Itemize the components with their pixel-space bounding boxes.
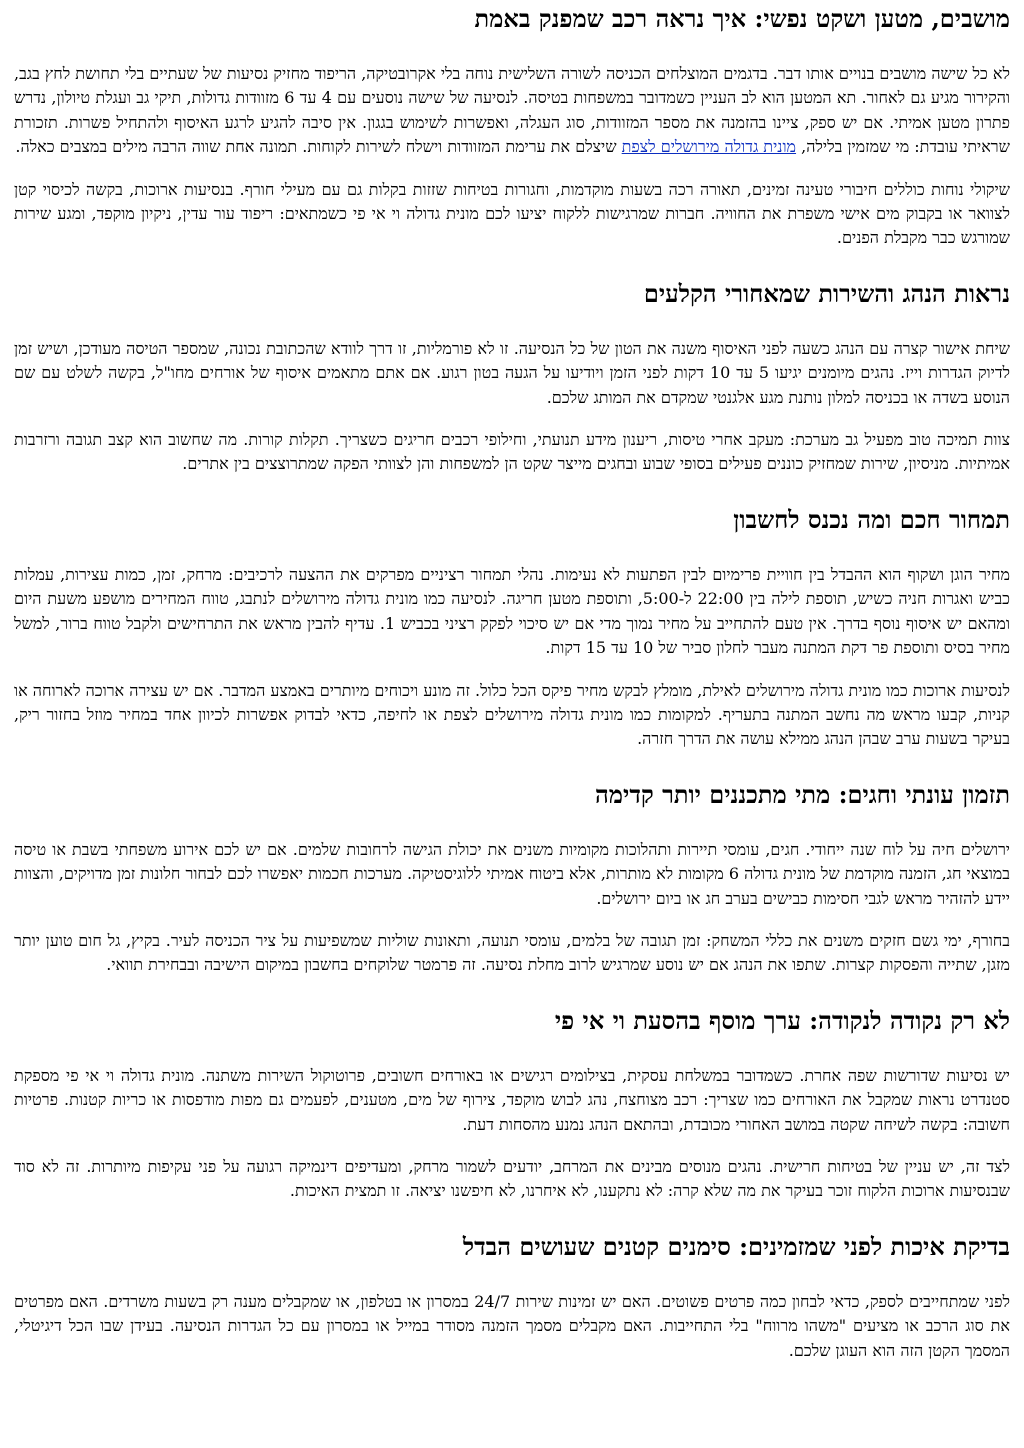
section-heading: נראות הנהג והשירות שמאחורי הקלעים [643, 278, 1010, 308]
paragraph-text: שיצלם את ערימת המזוודות וישלח לשירות לקוחות. תמונה אחת שווה הרבה מילים במצבים כאלה. [15, 137, 622, 157]
section-heading: תמחור חכם ומה נכנס לחשבון [733, 504, 1010, 534]
paragraph: מחיר הוגן ושקוף הוא ההבדל בין חוויית פרימיום לבין הפתעות לא נעימות. נהלי תמחור רציניים מפרקים את ההצעה לרכיבים: מרחק, זמן, כמות עצירות, עמלות כביש ואגרות חניה כשיש, תוספת לילה בין 22:00 ל-5:00, ותוספת מטען חריגה. לנסיעה כמו מונית גדולה מירושלים לנתבג, טווח המחירים מושפע משעת היום ומהאם יש איסוף נוסף בדרך. אין טעם להתחייב על מחיר נמוך מדי אם יש סיכוי לפקק רציני בכביש 1. עדיף להבין מראש את התרחישים ולקבל טווח ברור, למשל מחיר בסיס ותוספת פר דקת המתנה מעבר לחלון סביר של 10 עד 15 דקות. [14, 564, 1010, 658]
paragraph: בחורף, ימי גשם חזקים משנים את כללי המשחק: זמן תגובה של בלמים, עומסי תנועה, ותאונות שוליות שמשפיעות על ציר הכניסה לעיר. בקיץ, גל חום טוען יותר מזגן, שתייה והפסקות קצרות. שתפו את הנהג אם יש נוסע שמרגיש לרוב מחלת נסיעה. זה פרמטר שלוקחים בחשבון במיקום הישיבה ובבחירת תוואי. [14, 930, 1010, 975]
paragraph: לנסיעות ארוכות כמו מונית גדולה מירושלים לאילת, מומלץ לבקש מחיר פיקס הכל כלול. זה מונע ויכוחים מיותרים באמצע המדבר. אם יש עצירה ארוכה לארוחה או קניות, קבעו מראש מה נחשב המתנה בתעריף. למקומות כמו מונית גדולה מירושלים לצפת או לחיפה, כדאי לבדוק אפשרות לכיוון אחד במחיר מוזל בחזור ריק, בעיקר בשעות ערב שבהן הנהג ממילא עושה את הדרך חזרה. [14, 680, 1010, 749]
inline-link[interactable]: מונית גדולה מירושלים לצפת [621, 137, 797, 157]
paragraph: שיחת אישור קצרה עם הנהג כשעה לפני האיסוף משנה את הטון של כל הנסיעה. זו לא פורמליות, זו דרך לוודא שהכתובת נכונה, שמספר הטיסה מעודכן, ושיש זמן לדיוק הגדרות וייז. נהגים מיומנים יגיעו 5 עד 10 דקות לפני הזמן ויודיעו על הגעה בטון רגוע. אם אתם מתאמים איסוף של אורחים מחו"ל, בקשה לשלט עם שם הנוסע בשדה או בכניסה למלון נותנת מגע אלגנטי שמקדם את המותג שלכם. [14, 338, 1011, 407]
paragraph: לצד זה, יש עניין של בטיחות חרישית. נהגים מנוסים מבינים את המרחב, יודעים לשמור מרחק, ומעדיפים דינמיקה רגועה על פני עקיפות מיותרות. זה לא סוד שבנסיעות ארוכות הלקוח זוכר בעיקר את מה שלא קרה: לא נתקענו, לא איחרנו, לא חיפשנו יציאה. זו תמצית האיכות. [14, 1156, 1010, 1201]
section-heading: תזמון עונתי וחגים: מתי מתכננים יותר קדימה [595, 779, 1010, 809]
paragraph: ירושלים חיה על לוח שנה ייחודי. חגים, עומסי תיירות ותהלוכות מקומיות משנים את יכולת הגישה לרחובות שלמים. אם יש לכם אירוע משפחתי בשבת או טיסה במוצאי חג, הזמנה מוקדמת של מונית גדולה 6 מקומות לא מותרות, אלא ביטוח אמיתי ללוגיסטיקה. מערכות חכמות יאפשרו לכם לבחור חלונות זמן מדויקים, והצוות יידע להזהיר מראש לגבי חסימות כבישים בערב חג או ביום ירושלים. [14, 839, 1011, 908]
paragraph-text: לא כל שישה מושבים בנויים אותו דבר. בדגמים המוצלחים הכניסה לשורה השלישית נוחה בלי אקרובטיקה, הריפוד מחזיק נסיעות של שעתיים בלי תחושת לחץ בגב, והקירור מגיע גם לאחור. תא המטען הוא לב העניין כשמדובר במשפחות בטיסה. לנסיעה של שישה נוסעים עם 4 עד 6 מזוודות גדולות, תיקי גב ועגלת טיולון, נדרש פתרון מטען אמיתי. אם יש ספק, ציינו בהזמנה את מספר המזוודות, סוג העגלה, ואפשרות לשימוש בגגון. אין סיבה להגיע לרגע האיסוף ולהתחיל פשרות. תזכורת שראיתי עובדת: מי שמזמין בלילה, [14, 64, 1011, 157]
paragraph: שיקולי נוחות כוללים חיבורי טעינה זמינים, תאורה רכה בשעות מוקדמות, וחגורות בטיחות שזזות בקלות גם עם מעילי חורף. בנסיעות ארוכות, בקשה לכיסוי קטן לצוואר או בקבוק מים אישי משפרת את החוויה. חברות שמרגישות ללקוח יציעו לכם מונית גדולה וי אי פי כשמתאים: ריפוד עור עדין, ניקיון מוקפד, ומגע שירות שמורגש כבר מקבלת הפנים. [14, 179, 1010, 248]
paragraph: יש נסיעות שדורשות שפה אחרת. כשמדובר במשלחת עסקית, בצילומים רגישים או באורחים חשובים, פרוטוקול השירות משתנה. מונית גדולה וי אי פי מספקת סטנדרט נראות שמקבל את האורחים כמו שצריך: רכב מצוחצח, נהג לבוש מוקפד, צירוף של מים, מטענים, לפעמים גם מפות מודפסות או כריות קטנות. פרטיות חשובה: בקשה לשיחה שקטה במושב האחורי מכובדת, ובהתאם הנהג נמנע מהסחות דעת. [14, 1065, 1010, 1134]
section-heading: מושבים, מטען ושקט נפשי: איך נראה רכב שמפנק באמת [474, 4, 1010, 33]
section-heading: בדיקת איכות לפני שמזמינים: סימנים קטנים שעושים הבדל [462, 1231, 1010, 1261]
paragraph: לפני שמתחייבים לספק, כדאי לבחון כמה פרטים פשוטים. האם יש זמינות שירות 24/7 במסרון או בטלפון, או שמקבלים מענה רק בשעות משרדים. האם מפרטים את סוג הרכב או מציעים "משהו מרווח" בלי התחייבות. האם מקבלים מסמך הזמנה מסודר במייל או במסרון עם כל הגדרות הנסיעה. בעידן שבו הכל דיגיטלי, המסמך הקטן הזה הוא העוגן שלכם. [14, 1291, 1011, 1360]
section-heading: לא רק נקודה לנקודה: ערך מוסף בהסעת וי אי פי [554, 1005, 1010, 1035]
paragraph [14, 62, 1010, 160]
paragraph: צוות תמיכה טוב מפעיל גב מערכת: מעקב אחרי טיסות, ריענון מידע תנועתי, וחילופי רכבים חריגים כשצריך. תקלות קורות. מה שחשוב הוא קצב תגובה ורזרבות אמיתיות. מניסיון, שירות שמחזיק כוננים פעילים בסופי שבוע ובחגים מייצר שקט הן למשפחות והן לצוותי הפקה שמתרוצצים בין אתרים. [14, 430, 1010, 474]
